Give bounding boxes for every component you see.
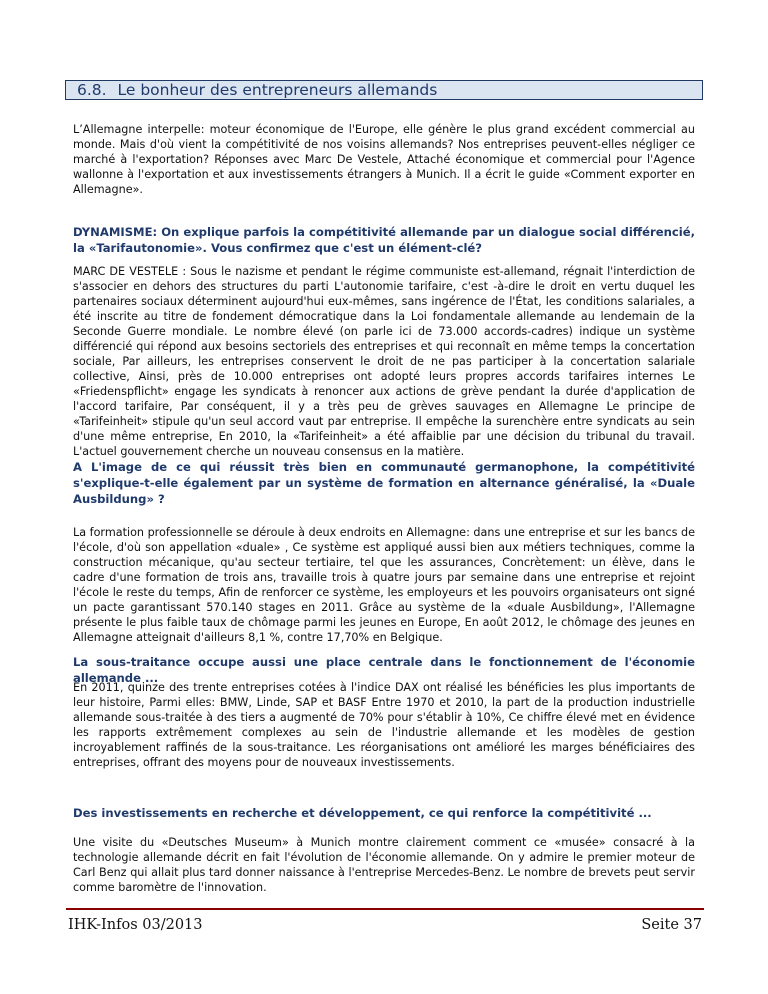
question-1-text: : On explique parfois la compétitivité allemande par un dialogue social différencié, la «Tarifautonomie». Vous confirmez que c'est un élément-clé? [73, 225, 695, 255]
question-2: A L'image de ce qui réussit très bien en communauté germanophone, la compétitivité s'explique-t-elle également par un système de formation en alternance généralisé, la «Duale Ausbildung» ? [73, 460, 695, 506]
answer-3: En 2011, quinze des trente entreprises cotées à l'indice DAX ont réalisé les bénéficies les plus importants de leur histoire, Parmi elles: BMW, Linde, SAP et BASF Entre 1970 et 2010, la part de la production industrielle allemande sous-traitée à des tiers a augmenté de 70% pour s'établir à 10%, Ce chiffre élevé met en évidence les rapports extrêmement complexes au sein de l'industrie allemande et les modèles de gestion incroyablement raffinés de la sous-traitance. Les réorganisations ont amélioré les marges bénéficiaires des entreprises, offrant des moyens pour de nouveaux investissements. [73, 681, 695, 769]
question-1 [73, 224, 695, 256]
footer-publication: IHK-Infos 03/2013 [68, 917, 203, 933]
question-1-speaker: DYNAMISME [73, 225, 153, 239]
footer-divider [66, 908, 704, 910]
answer-4: Une visite du «Deutsches Museum» à Munich montre clairement comment ce «musée» consacré à la technologie allemande décrit en fait l'évolution de l'économie allemande. On y admire le premier moteur de Carl Benz qui allait plus tard donner naissance à l'entreprise Mercedes-Benz. Le nombre de brevets peut servir comme baromètre de l'innovation. [73, 836, 695, 894]
section-number: 6.8. [77, 81, 107, 99]
section-title: Le bonheur des entrepreneurs allemands [117, 81, 438, 99]
intro-paragraph: L’Allemagne interpelle: moteur économique de l'Europe, elle génère le plus grand excédent commercial au monde. Mais d'où vient la compétitivité de nos voisins allemands? Nos entreprises peuvent-elles négliger ce marché à l'exportation? Réponses avec Marc De Vestele, Attaché économique et commercial pour l'Agence wallonne à l'exportation et aux investissements étrangers à Munich. Il a écrit le guide «Comment exporter en Allemagne». [73, 123, 695, 196]
section-heading [65, 80, 703, 100]
answer-1: MARC DE VESTELE : Sous le nazisme et pendant le régime communiste est-allemand, régnait l'interdiction de s'associer en dehors des structures du parti L'autonomie tarifaire, c'est -à-dire le droit en vertu duquel les partenaires sociaux déterminent aujourd'hui eux-mêmes, sans ingérence de l'État, les conditions salariales, a été inscrite au titre de fondement démocratique dans la Loi fondamentale allemande au lendemain de la Seconde Guerre mondiale. Le nombre élevé (on parle ici de 73.000 accords-cadres) indique un système différencié qui répond aux besoins sectoriels des entreprises et qui reconnaît en même temps la concertation sociale, Par ailleurs, les entreprises conservent le droit de ne pas participer à la concertation salariale collective, Ainsi, près de 10.000 entreprises ont adopté leurs propres accords tarifaires internes Le «Friedenspflicht» engage les syndicats à renoncer aux actions de grève pendant la durée d'application de l'accord tarifaire, Par conséquent, il y a très peu de grèves sauvages en Allemagne Le principe de «Tarifeinheit» stipule qu'un seul accord vaut par entreprise. Il empêche la surenchère entre syndicats au sein d'une même entreprise, En 2010, la «Tarifeinheit» a été affaiblie par une décision du tribunal du travail. L'actuel gouvernement cherche un nouveau consensus en la matière. [73, 265, 695, 458]
question-4: Des investissements en recherche et développement, ce qui renforce la compétitivité ... [73, 806, 652, 820]
question-3: La sous-traitance occupe aussi une place centrale dans le fonctionnement de l'économie allemande ... [73, 655, 695, 685]
answer-2: La formation professionnelle se déroule à deux endroits en Allemagne: dans une entreprise et sur les bancs de l'école, d'où son appellation «duale» , Ce système est appliqué aussi bien aux métiers techniques, comme la construction mécanique, qu'au secteur tertiaire, tel que les assurances, Concrètement: un élève, dans le cadre d'une formation de trois ans, travaille trois à quatre jours par semaine dans une entreprise et rejoint l'école le reste du temps, Afin de renforcer ce système, les employeurs et les pouvoirs organisateurs ont signé un pacte garantissant 570.140 stages en 2011. Grâce au système de la «duale Ausbildung», l'Allemagne présente le plus faible taux de chômage parmi les jeunes en Europe, En août 2012, le chômage des jeunes en Allemagne atteignait d'ailleurs 8,1 %, contre 17,70% en Belgique. [73, 526, 695, 644]
footer-page-number: Seite 37 [641, 917, 702, 933]
